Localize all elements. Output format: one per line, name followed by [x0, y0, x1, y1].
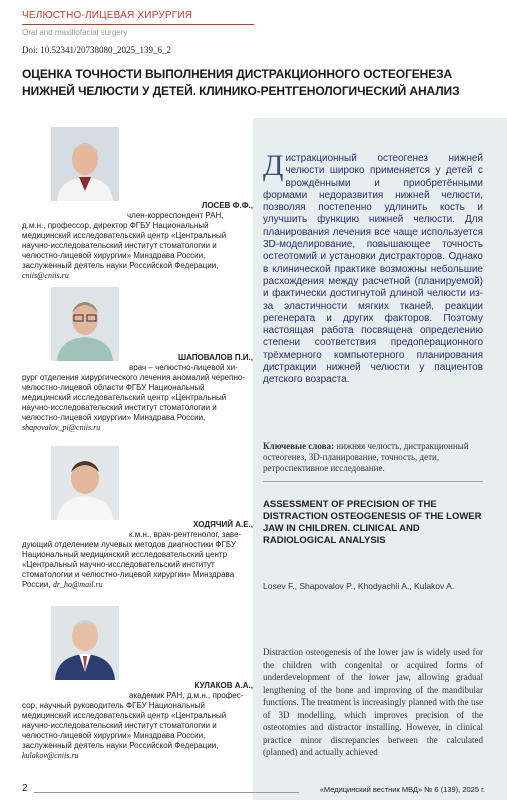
author-bio-first: академик РАН, д.м.н., профес- [129, 691, 244, 700]
author-photo-khodyachii [51, 446, 119, 520]
author-bio-text: д.м.н., профессор, директор ФГБУ Национальный медицинский исследовательский центр «Центральный научно-исследовательский институт стоматологии и челюстно-лицевой хирургии» Минздрава России, заслуженный деятель науки Российской Федерации, [22, 221, 227, 270]
journal-reference: «Медицинский вестник МВД» № 6 (139), 2025 г. [319, 785, 485, 794]
author-bio-first: к.м.н., врач-рентгенолог, заве- [129, 530, 242, 539]
section-header [22, 10, 192, 21]
author-photo-shapovalov [51, 287, 119, 361]
author-name: КУЛАКОВ А.А., [194, 681, 253, 690]
author-block-khodyachii [22, 520, 253, 600]
drop-cap: Д [263, 149, 284, 182]
footer-rule [34, 792, 299, 793]
section-title-ru: ЧЕЛЮСТНО-ЛИЦЕВАЯ ХИРУРГИЯ [22, 10, 193, 21]
author-email[interactable]: kulakov@cniis.ru [22, 751, 79, 760]
author-email[interactable]: cniis@cniis.ru [22, 271, 69, 280]
page-number: 2 [22, 783, 28, 794]
english-title: ASSESSMENT OF PRECISION OF THE DISTRACTION OSTEOGENESIS OF THE LOWER JAW IN CHILDREN. CLINICAL AND RADIOLOGICAL ANALYSIS [263, 499, 482, 546]
author-bio-first: врач – челюстно-лицевой хи- [129, 363, 238, 372]
author-bio [22, 530, 253, 590]
keywords [263, 441, 483, 474]
section-divider [263, 481, 483, 482]
author-bio-first: член-корреспондент РАН, [127, 211, 224, 220]
keywords-text: нижняя челюсть, дистракционный остеогенез, 3D-планирование, точность, дети, ретроспективное исследование. [263, 441, 469, 473]
author-bio-text: рург отделения хирургического лечения аномалий черепно-челюстно-лицевой области ФГБУ Национальный медицинский исследовательский центр «Центральный научно-исследовательский институт стоматологии и челюстно-лицевой хирургии» Минздрава России, [22, 373, 245, 422]
author-name: ЛОСЕВ Ф.Ф., [201, 201, 253, 210]
article-title: ОЦЕНКА ТОЧНОСТИ ВЫПОЛНЕНИЯ ДИСТРАКЦИОННОГО ОСТЕОГЕНЕЗА НИЖНЕЙ ЧЕЛЮСТИ У ДЕТЕЙ. КЛИНИКО-РЕНТГЕНОЛОГИЧЕСКИЙ АНАЛИЗ [22, 67, 460, 98]
author-photo-kulakov [51, 606, 119, 680]
author-bio [22, 691, 253, 761]
author-photo-losev [51, 127, 119, 201]
abstract-ru [263, 149, 483, 387]
keywords-label: Ключевые слова: [263, 441, 334, 451]
author-name: ХОДЯЧИЙ А.Е., [193, 520, 253, 529]
author-bio-text: сор, научный руководитель ФГБУ Национальный медицинский исследовательский центр «Центральный научно-исследовательский институт стоматологии и челюстно-лицевой хирургии» Минздрава России, заслуженный деятель науки Российской Федерации, [22, 701, 227, 750]
author-bio [22, 211, 253, 281]
section-title-en: Oral and maxillofacial surgery [22, 28, 128, 37]
author-block-kulakov [22, 681, 253, 761]
english-authors: Losev F., Shapovalov P., Khodyachii A., Kulakov A. [263, 581, 455, 591]
english-abstract: Distraction osteogenesis of the lower jaw is widely used for the children with congenital or acquired forms of underdevelopment of the lower jaw, allowing gradual lengthening of the bone and improving of the mandibular functions. The treatment is increasingly planned with the use of 3D modelling, which improves precision of the osteotomies and distractor installing. However, in clinical practice minor discrepancies between the calculated (planned) and actually achieved [263, 647, 483, 757]
author-block-losev [22, 201, 253, 280]
author-block-shapovalov [22, 353, 253, 433]
author-email[interactable]: shapovalov_pi@cniis.ru [22, 423, 101, 432]
author-bio-text: дующий отделением лучевых методов диагностики ФГБУ Национальный медицинский исследовательский центр «Центральный научно-исследовательский институт стоматологии и челюстно-лицевой хирургии» Минздрава России, [22, 540, 236, 589]
author-name: ШАПОВАЛОВ П.И., [178, 353, 253, 362]
section-rule [22, 24, 254, 25]
doi: Doi: 10.52341/20738080_2025_139_6_2 [22, 45, 172, 55]
author-bio [22, 363, 253, 433]
header-white-band [253, 0, 507, 118]
author-email[interactable]: dr_ho@mail.ru [52, 580, 103, 589]
abstract-ru-text: истракционный остеогенез нижней челюсти широко применяется у детей с врождёнными и приобретёнными формами недоразвития нижней челюсти, позволяя постепенно удлинить кость и улучшить функцию нижней челюсти. Для планирования лечения все чаще используется 3D-моделирование, повышающее точность остеотомий и установки дистракторов. Однако в клинической практике возможны небольшие расхождения между расчетной (планируемой) и фактически достигнутой длиной челюсти из-за эластичности мягких тканей, реакции регенерата и других факторов. Поэтому настоящая работа посвящена определению степени соответствия предоперационного трёхмерного компьютерного планирования дистракции нижней челюсти у пациентов детского возраста. [263, 153, 483, 386]
